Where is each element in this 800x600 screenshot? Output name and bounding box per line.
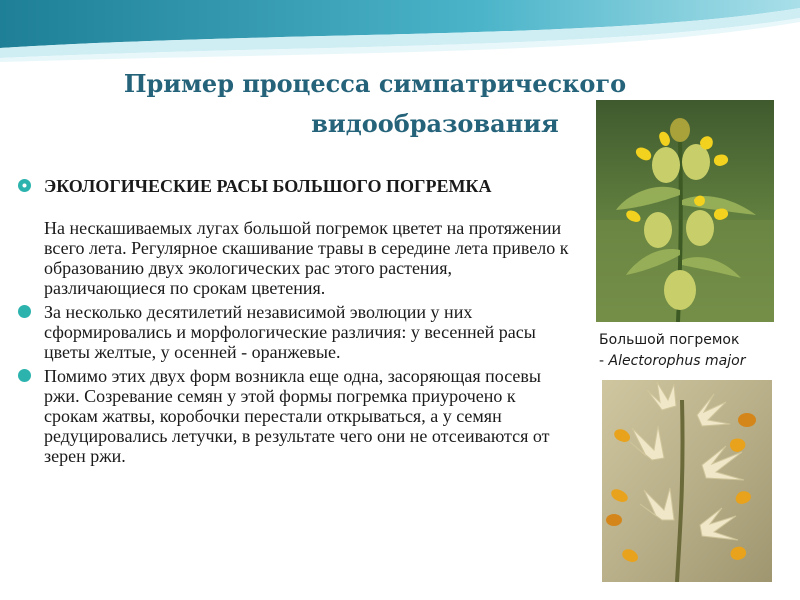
paragraph-text: За несколько десятилетий независимой эволюции у них сформировались и морфологические различия: у весенней расы цветы желтые, у осенней - оранжевые.: [44, 302, 536, 362]
section-heading: ЭКОЛОГИЧЕСКИЕ РАСЫ БОЛЬШОГО ПОГРЕМКА: [44, 176, 492, 196]
caption-latin-line: [599, 351, 799, 372]
caption-latin-prefix: -: [599, 353, 609, 369]
paragraph-text: На нескашиваемых лугах большой погремок цветет на протяжении всего лета. Регулярное скашивание травы в середине лета привело к образованию двух экологических рас этого растения, различающиеся по срокам цветения.: [44, 218, 569, 298]
header-wave-decoration: [0, 0, 800, 70]
caption-latin-name: Alectorophus major: [608, 353, 746, 369]
slide-title-line2: видообразования: [311, 109, 559, 138]
plant-photo-spring: [596, 100, 774, 322]
caption-common-name: Большой погремок: [599, 332, 740, 348]
list-item: [18, 176, 570, 298]
content-list: [18, 176, 570, 466]
bullet-icon: [18, 305, 31, 318]
paragraph-text: Помимо этих двух форм возникла еще одна, засоряющая посевы ржи. Созревание семян у этой формы погремка приурочено к срокам жатвы, коробочки перестали открываться, а у семян редуцировались летучки, в результате чего они не отсеиваются от зерен ржи.: [44, 366, 550, 466]
bullet-icon: [18, 369, 31, 382]
slide-title-line1: Пример процесса симпатрического: [123, 69, 627, 98]
photo-caption: [599, 330, 799, 372]
list-item: [18, 366, 570, 466]
list-item: [18, 302, 570, 362]
slide-title: [95, 64, 655, 144]
bullet-icon: [18, 179, 31, 192]
plant-photo-autumn: [602, 380, 772, 582]
